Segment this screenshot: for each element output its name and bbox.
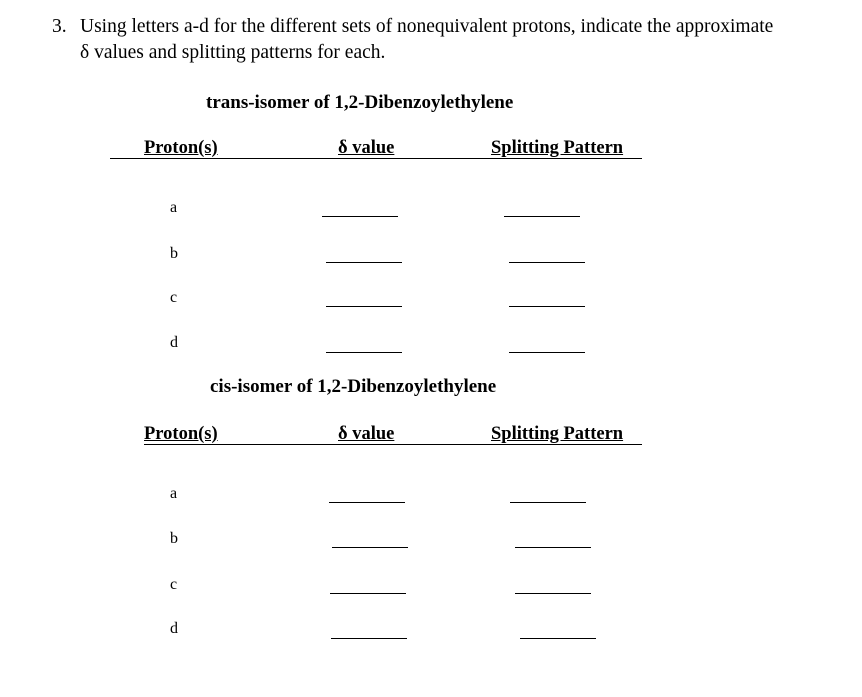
cis-splitting-blank-b[interactable] [515, 547, 591, 548]
trans-col-proton-header: Proton(s) [144, 138, 218, 158]
trans-row-label-b: b [170, 245, 178, 262]
cis-row-label-d: d [170, 620, 178, 637]
cis-delta-blank-c[interactable] [330, 593, 406, 594]
trans-delta-blank-d[interactable] [326, 352, 402, 353]
question-line-1-text: Using letters a-d for the different sets of nonequivalent protons, indicate the approximate [80, 16, 774, 37]
cis-row-label-b: b [170, 530, 178, 547]
question-text [52, 14, 773, 66]
cis-delta-blank-a[interactable] [329, 502, 405, 503]
question-number: 3. [52, 16, 67, 37]
question-line-2: δ values and splitting patterns for each. [80, 42, 386, 63]
cis-col-splitting-header: Splitting Pattern [491, 424, 624, 444]
trans-row-label-d: d [170, 334, 178, 351]
trans-section-title: trans-isomer of 1,2-Dibenzoylethylene [206, 92, 514, 113]
cis-splitting-blank-d[interactable] [520, 638, 596, 639]
trans-row-label-c: c [170, 289, 178, 306]
trans-col-delta-header: δ value [338, 138, 395, 158]
cis-row-label-c: c [170, 576, 178, 593]
trans-splitting-blank-c[interactable] [509, 306, 585, 307]
trans-splitting-blank-d[interactable] [509, 352, 585, 353]
cis-splitting-blank-a[interactable] [510, 502, 586, 503]
trans-col-splitting-header: Splitting Pattern [491, 138, 624, 158]
cis-header-rule [144, 444, 642, 445]
trans-delta-blank-c[interactable] [326, 306, 402, 307]
trans-row-label-a: a [170, 199, 178, 216]
cis-col-proton-header: Proton(s) [144, 424, 218, 444]
cis-section-title: cis-isomer of 1,2-Dibenzoylethylene [210, 376, 497, 397]
trans-splitting-blank-b[interactable] [509, 262, 585, 263]
question-line-1 [52, 14, 773, 40]
cis-row-label-a: a [170, 485, 178, 502]
cis-delta-blank-d[interactable] [331, 638, 407, 639]
trans-delta-blank-a[interactable] [322, 216, 398, 217]
cis-col-delta-header: δ value [338, 424, 395, 444]
cis-delta-blank-b[interactable] [332, 547, 408, 548]
trans-splitting-blank-a[interactable] [504, 216, 580, 217]
trans-delta-blank-b[interactable] [326, 262, 402, 263]
cis-splitting-blank-c[interactable] [515, 593, 591, 594]
trans-header-rule [110, 158, 642, 159]
